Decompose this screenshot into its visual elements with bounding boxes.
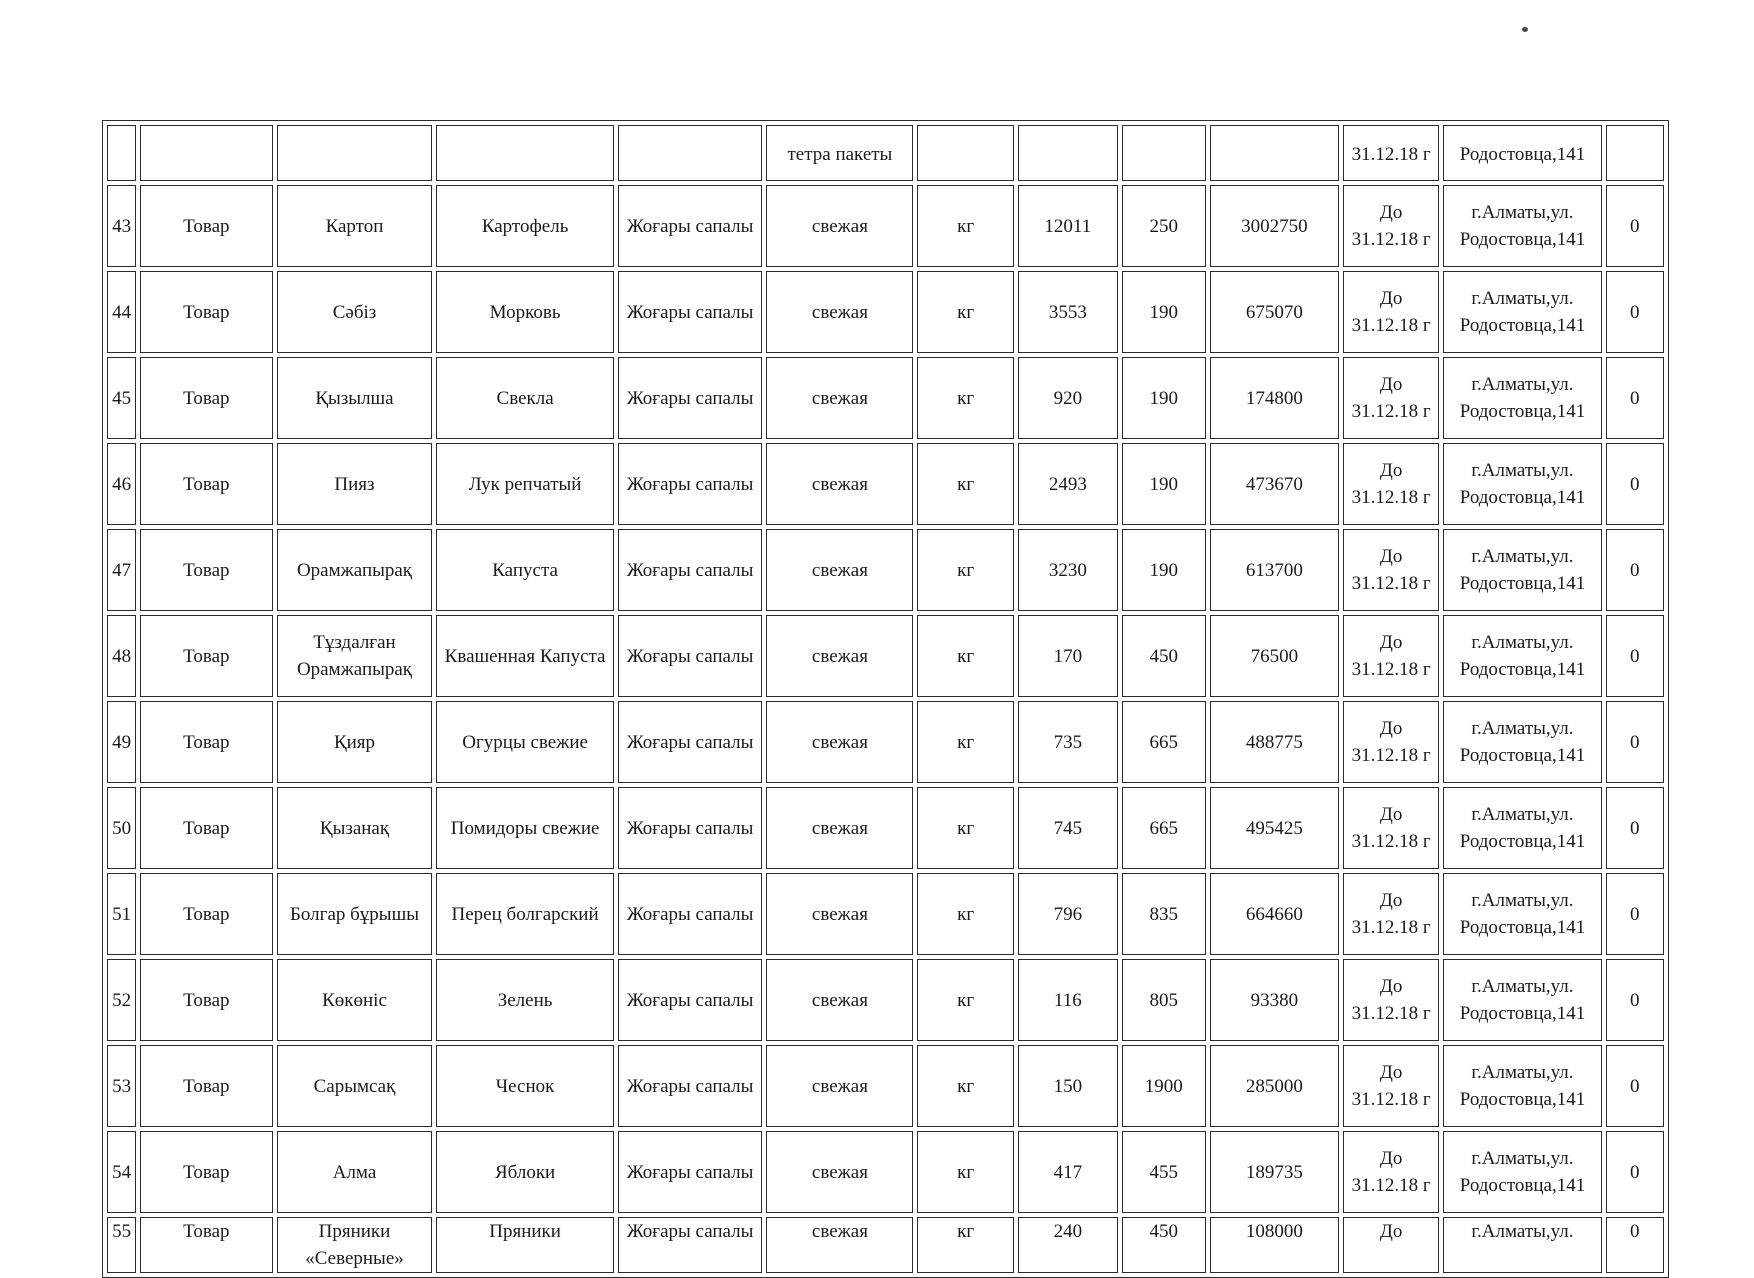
cell-deadline <box>1343 1131 1439 1213</box>
cell-name-ru <box>436 125 613 181</box>
cell-address-line-2: Родостовца,141 <box>1459 1089 1586 1110</box>
cell-deadline-line-1: До <box>1379 804 1403 825</box>
cell-sum: 473670 <box>1210 443 1339 525</box>
cell-address-line-2: Родостовца,141 <box>1459 917 1586 938</box>
cell-quantity: 240 <box>1018 1217 1118 1273</box>
cell-last: 0 <box>1606 271 1664 353</box>
cell-deadline <box>1343 959 1439 1041</box>
cell-price: 665 <box>1122 787 1206 869</box>
cell-number: 45 <box>107 357 136 439</box>
cell-last: 0 <box>1606 959 1664 1041</box>
cell-quantity: 2493 <box>1018 443 1118 525</box>
cell-address <box>1443 1131 1601 1213</box>
cell-address-line-2: Родостовца,141 <box>1459 315 1586 336</box>
cell-price: 190 <box>1122 529 1206 611</box>
cell-sum: 174800 <box>1210 357 1339 439</box>
cell-number: 46 <box>107 443 136 525</box>
cell-type: Товар <box>140 615 272 697</box>
table-row <box>107 701 1664 783</box>
cell-address-line-1: г.Алматы,ул. <box>1471 288 1574 309</box>
cell-address-line-1: г.Алматы,ул. <box>1471 460 1574 481</box>
cell-price: 455 <box>1122 1131 1206 1213</box>
table-body <box>107 125 1664 1273</box>
cell-deadline-line-2: 31.12.18 г <box>1351 917 1431 938</box>
cell-type: Товар <box>140 1045 272 1127</box>
cell-unit: кг <box>917 443 1013 525</box>
cell-name-kz <box>277 125 433 181</box>
cell-price: 1900 <box>1122 1045 1206 1127</box>
cell-name-ru: Свекла <box>436 357 613 439</box>
cell-address-line-1: г.Алматы,ул. <box>1471 804 1574 825</box>
cell-name-ru: Пряники <box>436 1217 613 1273</box>
cell-address: г.Алматы,ул. <box>1443 1217 1601 1273</box>
cell-quantity: 12011 <box>1018 185 1118 267</box>
cell-address-line-1: г.Алматы,ул. <box>1471 546 1574 567</box>
cell-unit: кг <box>917 357 1013 439</box>
cell-deadline-line-1: До <box>1379 976 1403 997</box>
cell-type: Товар <box>140 787 272 869</box>
cell-number: 55 <box>107 1217 136 1273</box>
cell-last: 0 <box>1606 1045 1664 1127</box>
cell-address-line-1: г.Алматы,ул. <box>1471 976 1574 997</box>
cell-unit: кг <box>917 1217 1013 1273</box>
table-row <box>107 271 1664 353</box>
cell-address-line-1: г.Алматы,ул. <box>1471 1148 1574 1169</box>
cell-quantity: 116 <box>1018 959 1118 1041</box>
cell-state: свежая <box>766 185 913 267</box>
cell-address <box>1443 271 1601 353</box>
cell-price: 805 <box>1122 959 1206 1041</box>
cell-quality <box>618 125 763 181</box>
cell-price <box>1122 125 1206 181</box>
cell-address-line-2: Родостовца,141 <box>1459 401 1586 422</box>
table-row <box>107 1217 1664 1273</box>
cell-deadline <box>1343 529 1439 611</box>
cell-name-ru: Капуста <box>436 529 613 611</box>
cell-name-kz: Сарымсақ <box>277 1045 433 1127</box>
cell-address <box>1443 443 1601 525</box>
cell-state: свежая <box>766 873 913 955</box>
cell-address: Родостовца,141 <box>1443 125 1601 181</box>
cell-deadline-line-1: До <box>1379 288 1403 309</box>
cell-last: 0 <box>1606 1131 1664 1213</box>
cell-deadline-line-1: До <box>1379 546 1403 567</box>
cell-number: 50 <box>107 787 136 869</box>
cell-sum <box>1210 125 1339 181</box>
cell-number: 43 <box>107 185 136 267</box>
cell-quantity: 735 <box>1018 701 1118 783</box>
cell-deadline-line-2: 31.12.18 г <box>1351 315 1431 336</box>
cell-address <box>1443 959 1601 1041</box>
cell-last <box>1606 125 1664 181</box>
cell-last: 0 <box>1606 1217 1664 1273</box>
cell-quantity <box>1018 125 1118 181</box>
cell-name-kz: Тұздалған Орамжапырақ <box>277 615 433 697</box>
cell-name-ru: Огурцы свежие <box>436 701 613 783</box>
cell-quality: Жоғары сапалы <box>618 357 763 439</box>
cell-price: 835 <box>1122 873 1206 955</box>
cell-unit: кг <box>917 959 1013 1041</box>
procurement-table <box>102 120 1669 1278</box>
table-row <box>107 1045 1664 1127</box>
cell-deadline-line-2: 31.12.18 г <box>1351 831 1431 852</box>
cell-quality: Жоғары сапалы <box>618 959 763 1041</box>
cell-number: 52 <box>107 959 136 1041</box>
cell-state: свежая <box>766 357 913 439</box>
cell-address-line-2: Родостовца,141 <box>1459 229 1586 250</box>
cell-quantity: 3230 <box>1018 529 1118 611</box>
cell-sum: 285000 <box>1210 1045 1339 1127</box>
cell-deadline-line-2: 31.12.18 г <box>1351 229 1431 250</box>
cell-address <box>1443 1045 1601 1127</box>
cell-name-kz: Орамжапырақ <box>277 529 433 611</box>
cell-address <box>1443 529 1601 611</box>
cell-quality: Жоғары сапалы <box>618 873 763 955</box>
cell-name-ru: Яблоки <box>436 1131 613 1213</box>
cell-name-kz: Қызылша <box>277 357 433 439</box>
cell-quality: Жоғары сапалы <box>618 271 763 353</box>
cell-state: свежая <box>766 959 913 1041</box>
cell-deadline-line-1: До <box>1379 890 1403 911</box>
cell-last: 0 <box>1606 701 1664 783</box>
cell-state: свежая <box>766 443 913 525</box>
cell-unit: кг <box>917 185 1013 267</box>
cell-number: 49 <box>107 701 136 783</box>
cell-unit: кг <box>917 615 1013 697</box>
cell-number: 51 <box>107 873 136 955</box>
table-row <box>107 443 1664 525</box>
cell-state: свежая <box>766 1131 913 1213</box>
cell-type: Товар <box>140 1131 272 1213</box>
cell-deadline-line-1: До <box>1379 1062 1403 1083</box>
cell-last: 0 <box>1606 615 1664 697</box>
cell-state: свежая <box>766 529 913 611</box>
cell-type: Товар <box>140 1217 272 1273</box>
cell-type: Товар <box>140 443 272 525</box>
cell-address-line-1: г.Алматы,ул. <box>1471 202 1574 223</box>
cell-address <box>1443 787 1601 869</box>
cell-quantity: 745 <box>1018 787 1118 869</box>
cell-sum: 108000 <box>1210 1217 1339 1273</box>
cell-name-kz: Картоп <box>277 185 433 267</box>
cell-state: свежая <box>766 701 913 783</box>
cell-last: 0 <box>1606 787 1664 869</box>
table-row <box>107 615 1664 697</box>
cell-name-kz: Пряники «Северные» <box>277 1217 433 1273</box>
cell-quality: Жоғары сапалы <box>618 615 763 697</box>
cell-name-ru: Зелень <box>436 959 613 1041</box>
cell-last: 0 <box>1606 529 1664 611</box>
cell-sum: 3002750 <box>1210 185 1339 267</box>
cell-quality: Жоғары сапалы <box>618 701 763 783</box>
cell-unit: кг <box>917 873 1013 955</box>
cell-deadline <box>1343 787 1439 869</box>
cell-deadline-line-1: До <box>1379 1148 1403 1169</box>
table-row <box>107 125 1664 181</box>
cell-type: Товар <box>140 357 272 439</box>
table-row <box>107 787 1664 869</box>
cell-deadline-line-2: 31.12.18 г <box>1351 1003 1431 1024</box>
cell-deadline <box>1343 873 1439 955</box>
cell-address-line-2: Родостовца,141 <box>1459 487 1586 508</box>
cell-number: 54 <box>107 1131 136 1213</box>
cell-sum: 664660 <box>1210 873 1339 955</box>
cell-quality: Жоғары сапалы <box>618 185 763 267</box>
cell-price: 665 <box>1122 701 1206 783</box>
cell-deadline-line-2: 31.12.18 г <box>1351 659 1431 680</box>
cell-price: 190 <box>1122 443 1206 525</box>
cell-name-ru: Морковь <box>436 271 613 353</box>
cell-sum: 488775 <box>1210 701 1339 783</box>
cell-name-kz: Алма <box>277 1131 433 1213</box>
cell-name-ru: Помидоры свежие <box>436 787 613 869</box>
cell-deadline <box>1343 185 1439 267</box>
cell-deadline <box>1343 271 1439 353</box>
cell-number: 48 <box>107 615 136 697</box>
cell-sum: 613700 <box>1210 529 1339 611</box>
cell-quantity: 3553 <box>1018 271 1118 353</box>
table-row <box>107 357 1664 439</box>
cell-quality: Жоғары сапалы <box>618 1131 763 1213</box>
cell-unit <box>917 125 1013 181</box>
cell-deadline-line-2: 31.12.18 г <box>1351 1089 1431 1110</box>
table-row <box>107 959 1664 1041</box>
cell-deadline-line-2: 31.12.18 г <box>1351 401 1431 422</box>
cell-number: 44 <box>107 271 136 353</box>
cell-quality: Жоғары сапалы <box>618 529 763 611</box>
cell-unit: кг <box>917 529 1013 611</box>
cell-address-line-1: г.Алматы,ул. <box>1471 374 1574 395</box>
cell-name-kz: Сәбіз <box>277 271 433 353</box>
cell-unit: кг <box>917 787 1013 869</box>
cell-deadline-line-2: 31.12.18 г <box>1351 487 1431 508</box>
cell-type: Товар <box>140 529 272 611</box>
cell-type: Товар <box>140 701 272 783</box>
cell-deadline: 31.12.18 г <box>1343 125 1439 181</box>
cell-deadline <box>1343 615 1439 697</box>
cell-name-kz: Пияз <box>277 443 433 525</box>
cell-address <box>1443 615 1601 697</box>
table-row <box>107 1131 1664 1213</box>
cell-quantity: 796 <box>1018 873 1118 955</box>
table-row <box>107 873 1664 955</box>
cell-address-line-1: г.Алматы,ул. <box>1471 718 1574 739</box>
cell-address-line-2: Родостовца,141 <box>1459 573 1586 594</box>
cell-address-line-2: Родостовца,141 <box>1459 745 1586 766</box>
cell-number: 53 <box>107 1045 136 1127</box>
cell-state: свежая <box>766 787 913 869</box>
table-row <box>107 529 1664 611</box>
cell-deadline: До <box>1343 1217 1439 1273</box>
cell-sum: 76500 <box>1210 615 1339 697</box>
cell-state: свежая <box>766 1045 913 1127</box>
cell-deadline-line-2: 31.12.18 г <box>1351 745 1431 766</box>
cell-name-kz: Қызанақ <box>277 787 433 869</box>
cell-sum: 675070 <box>1210 271 1339 353</box>
cell-name-ru: Лук репчатый <box>436 443 613 525</box>
cell-deadline <box>1343 701 1439 783</box>
cell-sum: 189735 <box>1210 1131 1339 1213</box>
cell-address <box>1443 701 1601 783</box>
cell-address-line-2: Родостовца,141 <box>1459 831 1586 852</box>
cell-quantity: 170 <box>1018 615 1118 697</box>
cell-last: 0 <box>1606 357 1664 439</box>
cell-unit: кг <box>917 1131 1013 1213</box>
cell-address-line-2: Родостовца,141 <box>1459 1175 1586 1196</box>
cell-address-line-1: г.Алматы,ул. <box>1471 1062 1574 1083</box>
cell-deadline-line-1: До <box>1379 718 1403 739</box>
cell-sum: 495425 <box>1210 787 1339 869</box>
cell-state: свежая <box>766 271 913 353</box>
cell-number <box>107 125 136 181</box>
cell-address <box>1443 185 1601 267</box>
cell-deadline-line-1: До <box>1379 202 1403 223</box>
cell-address-line-2: Родостовца,141 <box>1459 659 1586 680</box>
cell-price: 190 <box>1122 357 1206 439</box>
cell-deadline-line-2: 31.12.18 г <box>1351 573 1431 594</box>
cell-deadline-line-2: 31.12.18 г <box>1351 1175 1431 1196</box>
cell-deadline-line-1: До <box>1379 460 1403 481</box>
scan-speck <box>1522 27 1528 32</box>
cell-sum: 93380 <box>1210 959 1339 1041</box>
cell-last: 0 <box>1606 443 1664 525</box>
cell-type: Товар <box>140 959 272 1041</box>
cell-last: 0 <box>1606 873 1664 955</box>
cell-name-kz: Көкөніс <box>277 959 433 1041</box>
cell-deadline <box>1343 357 1439 439</box>
cell-address-line-1: г.Алматы,ул. <box>1471 632 1574 653</box>
cell-price: 250 <box>1122 185 1206 267</box>
cell-quantity: 417 <box>1018 1131 1118 1213</box>
cell-number: 47 <box>107 529 136 611</box>
cell-unit: кг <box>917 271 1013 353</box>
cell-quantity: 920 <box>1018 357 1118 439</box>
cell-address-line-2: Родостовца,141 <box>1459 1003 1586 1024</box>
cell-name-kz: Болгар бұрышы <box>277 873 433 955</box>
cell-type <box>140 125 272 181</box>
cell-name-ru: Перец болгарский <box>436 873 613 955</box>
cell-name-ru: Квашенная Капуста <box>436 615 613 697</box>
cell-name-kz: Қияр <box>277 701 433 783</box>
cell-deadline <box>1343 443 1439 525</box>
cell-unit: кг <box>917 701 1013 783</box>
cell-type: Товар <box>140 873 272 955</box>
cell-quantity: 150 <box>1018 1045 1118 1127</box>
cell-state: свежая <box>766 1217 913 1273</box>
table-row <box>107 185 1664 267</box>
cell-quality: Жоғары сапалы <box>618 1217 763 1273</box>
cell-type: Товар <box>140 271 272 353</box>
cell-quality: Жоғары сапалы <box>618 787 763 869</box>
cell-quality: Жоғары сапалы <box>618 1045 763 1127</box>
cell-deadline-line-1: До <box>1379 374 1403 395</box>
cell-deadline-line-1: До <box>1379 632 1403 653</box>
cell-price: 190 <box>1122 271 1206 353</box>
cell-package: тетра пакеты <box>766 125 913 181</box>
cell-last: 0 <box>1606 185 1664 267</box>
cell-type: Товар <box>140 185 272 267</box>
cell-address <box>1443 873 1601 955</box>
cell-quality: Жоғары сапалы <box>618 443 763 525</box>
cell-address <box>1443 357 1601 439</box>
cell-price: 450 <box>1122 1217 1206 1273</box>
cell-state: свежая <box>766 615 913 697</box>
cell-name-ru: Картофель <box>436 185 613 267</box>
cell-unit: кг <box>917 1045 1013 1127</box>
cell-name-ru: Чеснок <box>436 1045 613 1127</box>
cell-address-line-1: г.Алматы,ул. <box>1471 890 1574 911</box>
cell-price: 450 <box>1122 615 1206 697</box>
cell-deadline <box>1343 1045 1439 1127</box>
